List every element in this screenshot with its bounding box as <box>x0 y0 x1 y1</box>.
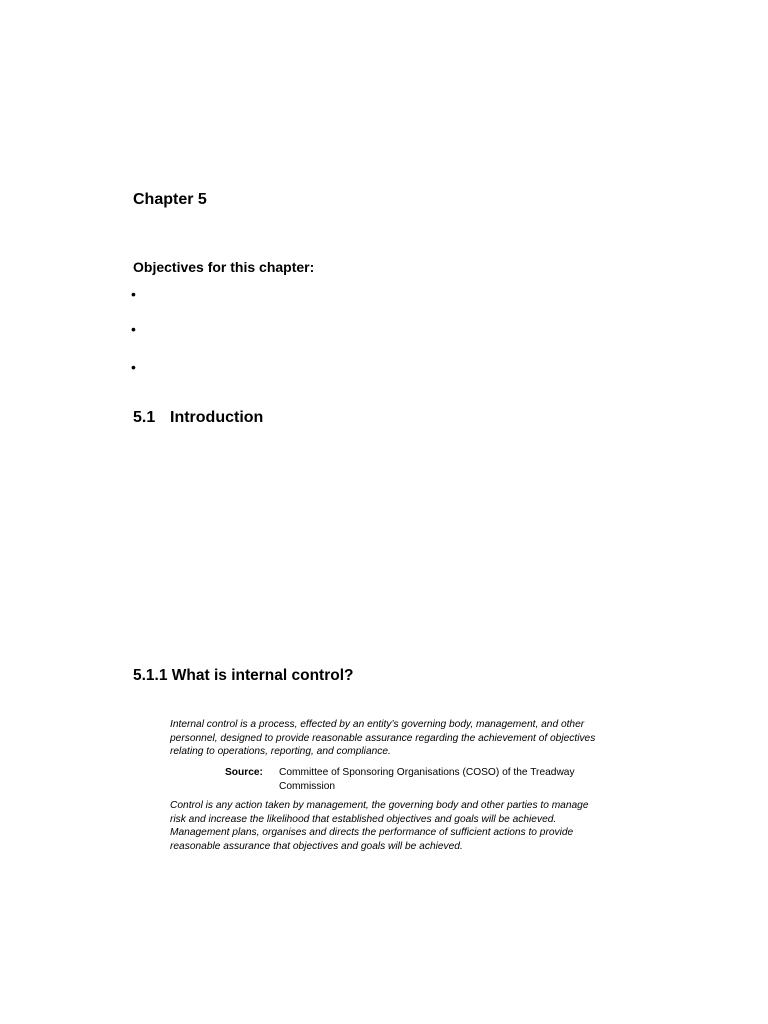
section-heading <box>133 409 263 427</box>
source-citation: Committee of Sponsoring Organisations (COSO) of the Treadway Commission <box>279 767 575 792</box>
section-title: Introduction <box>170 409 264 426</box>
internal-control-definition-quote: Internal control is a process, effected by an entity’s governing body, management, and other personnel, designed to provide reasonable assurance regarding the achievement of objectives relating to operations, reporting, and compliance. <box>170 719 596 758</box>
objectives-heading: Objectives for this chapter: <box>133 259 315 275</box>
subsection-heading: 5.1.1 What is internal control? <box>133 667 354 684</box>
source-label: Source: <box>225 767 263 778</box>
section-number: 5.1 <box>133 409 156 426</box>
objective-bullet-3: • <box>131 359 136 375</box>
objective-bullet-2: • <box>131 321 136 337</box>
control-definition-quote: Control is any action taken by management, the governing body and other parties to manage risk and increase the likelihood that established objectives and goals will be achieved. Management plans, organises and directs the performance of sufficient actions to provide reasonable assurance that objectives and goals will be achieved. <box>170 800 589 852</box>
chapter-title: Chapter 5 <box>133 191 207 208</box>
objective-bullet-1: • <box>131 286 136 302</box>
